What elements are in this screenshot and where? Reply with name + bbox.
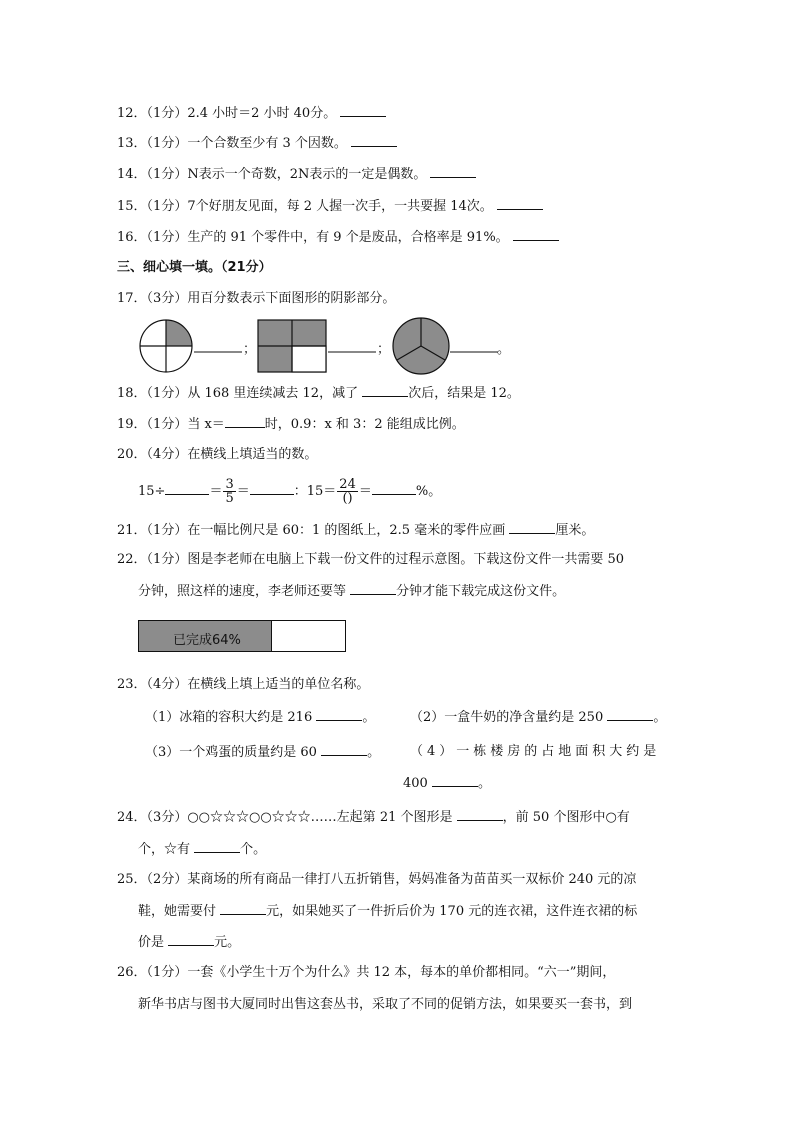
question-19 (117, 415, 465, 434)
answer-blank[interactable] (168, 933, 214, 946)
question-13 (117, 134, 397, 153)
question-text: 20．（4分）在横线上填适当的数。 (117, 447, 318, 462)
question-20-equation (138, 478, 441, 505)
question-24-cont (138, 840, 266, 859)
answer-blank[interactable] (340, 104, 386, 117)
fraction (337, 478, 358, 505)
question-14 (117, 165, 476, 184)
answer-blank[interactable] (165, 482, 209, 495)
q17-figures (130, 316, 530, 378)
question-24 (117, 808, 630, 827)
answer-blank[interactable] (372, 482, 416, 495)
question-text: 分钟，照这样的速度，李老师还要等 (138, 584, 351, 599)
question-text: 18．（1分）从 168 里连续减去 12，减了 (117, 386, 363, 401)
question-12 (117, 104, 386, 123)
question-25-cont (138, 902, 637, 921)
answer-blank[interactable] (194, 840, 240, 853)
equation-text: %。 (415, 484, 442, 499)
question-text: 15．（1分）7个好朋友见面，每 2 人握一次手，一共要握 14次。 (117, 199, 497, 214)
denominator: () (342, 491, 353, 506)
equation-text: ＝ (358, 484, 372, 499)
item-text: 。 (653, 710, 667, 725)
question-text: 16．（1分）生产的 91 个零件中，有 9 个是废品，合格率是 91%。 (117, 230, 513, 245)
question-text: 分钟才能下载完成这份文件。 (396, 584, 566, 599)
fraction (223, 478, 235, 505)
question-text: 19．（1分）当 x＝ (117, 417, 225, 432)
question-text: 时，0.9：x 和 3：2 能组成比例。 (264, 417, 465, 432)
answer-blank[interactable] (457, 808, 503, 821)
equation-text: ＝ (209, 484, 223, 499)
question-16 (117, 228, 559, 247)
denominator: 5 (225, 491, 234, 506)
equation-text: ＝ (236, 484, 250, 499)
question-text: 24．（3分）○○☆☆☆○○☆☆☆……左起第 21 个图形是 (117, 810, 457, 825)
circle-quarter-figure (140, 320, 192, 372)
numerator: 24 (339, 477, 356, 492)
question-23-item-3 (145, 743, 380, 762)
progress-label: 已完成64% (173, 633, 241, 648)
item-text: 。 (367, 745, 381, 760)
question-text: 12．（1分）2.4 小时＝2 小时 40分。 (117, 106, 341, 121)
question-18 (117, 384, 520, 403)
question-26 (117, 964, 615, 982)
question-26-cont (138, 996, 632, 1014)
question-text: 14．（1分）N表示一个奇数，2N表示的一定是偶数。 (117, 167, 431, 182)
question-text: 新华书店与图书大厦同时出售这套丛书，采取了不同的促销方法，如果要买一套书，到 (138, 997, 633, 1012)
separator: 。 (497, 342, 511, 357)
question-25 (117, 871, 636, 889)
question-text: 23．（4分）在横线上填上适当的单位名称。 (117, 677, 370, 692)
answer-blank[interactable] (497, 197, 543, 210)
answer-blank[interactable] (430, 165, 476, 178)
separator: ； (243, 342, 257, 357)
answer-blank[interactable] (607, 708, 653, 721)
question-17 (117, 290, 395, 308)
equation-text: 15÷ (138, 484, 166, 499)
answer-blank[interactable] (362, 384, 408, 397)
question-22 (117, 551, 624, 569)
answer-blank[interactable] (321, 743, 367, 756)
question-text: 25．（2分）某商场的所有商品一律打八五折销售，妈妈准备为苗苗买一双标价 240 元的凉 (117, 872, 637, 887)
answer-blank[interactable] (351, 134, 397, 147)
question-23-item-1 (145, 708, 375, 727)
question-23 (117, 676, 369, 694)
answer-blank[interactable] (509, 521, 555, 534)
question-text: ，前 50 个图形中○有 (502, 810, 630, 825)
question-23-item-2 (410, 708, 666, 727)
question-text: 元。 (214, 935, 241, 950)
numerator: 3 (225, 477, 234, 492)
question-text: 13．（1分）一个合数至少有 3 个因数。 (117, 136, 351, 151)
question-22-cont (138, 582, 565, 601)
question-text: 22．（1分）图是李老师在电脑上下载一份文件的过程示意图。下载这份文件一共需要 50 (117, 552, 624, 567)
question-23-item-4 (410, 743, 660, 761)
question-text: 次后，结果是 12。 (408, 386, 520, 401)
answer-blank[interactable] (513, 228, 559, 241)
rectangle-three-quarters-figure (258, 320, 326, 372)
answer-blank[interactable] (225, 415, 265, 428)
item-text: 400 (403, 776, 432, 791)
answer-blank[interactable] (220, 902, 266, 915)
answer-blank[interactable] (350, 582, 396, 595)
question-text: 26．（1分）一套《小学生十万个为什么》共 12 本，每本的单价都相同。“六一”期间， (117, 965, 616, 980)
question-20 (117, 446, 317, 464)
question-21 (117, 521, 594, 540)
item-text: 。 (362, 710, 376, 725)
item-text: （4）一栋楼房的占地面积大约是 (410, 744, 661, 759)
question-text: 个，☆有 (138, 842, 195, 857)
answer-blank[interactable] (316, 708, 362, 721)
download-progress-bar (138, 620, 346, 652)
item-text: 。 (477, 776, 491, 791)
question-text: 元，如果她买了一件折后价为 170 元的连衣裙，这件连衣裙的标 (266, 904, 638, 919)
section-title: 三、细心填一填。（21分） (117, 260, 272, 275)
answer-blank[interactable] (250, 482, 294, 495)
equation-text: ：15＝ (293, 484, 337, 499)
question-text: 鞋，她需要付 (138, 904, 221, 919)
answer-blank[interactable] (432, 774, 478, 787)
separator: ； (377, 342, 391, 357)
item-text: （2）一盒牛奶的净含量约是 250 (410, 710, 608, 725)
question-text: 厘米。 (555, 523, 595, 538)
question-text: 17．（3分）用百分数表示下面图形的阴影部分。 (117, 291, 396, 306)
question-text: 21．（1分）在一幅比例尺是 60：1 的图纸上，2.5 毫米的零件应画 (117, 523, 510, 538)
item-text: （3）一个鸡蛋的质量约是 60 (145, 745, 322, 760)
question-15 (117, 197, 543, 216)
circle-thirds-figure (393, 318, 449, 374)
question-text: 个。 (240, 842, 267, 857)
question-23-item-4-cont (403, 774, 491, 793)
question-25-cont-2 (138, 933, 240, 952)
question-text: 价是 (138, 935, 169, 950)
item-text: （1）冰箱的容积大约是 216 (145, 710, 317, 725)
